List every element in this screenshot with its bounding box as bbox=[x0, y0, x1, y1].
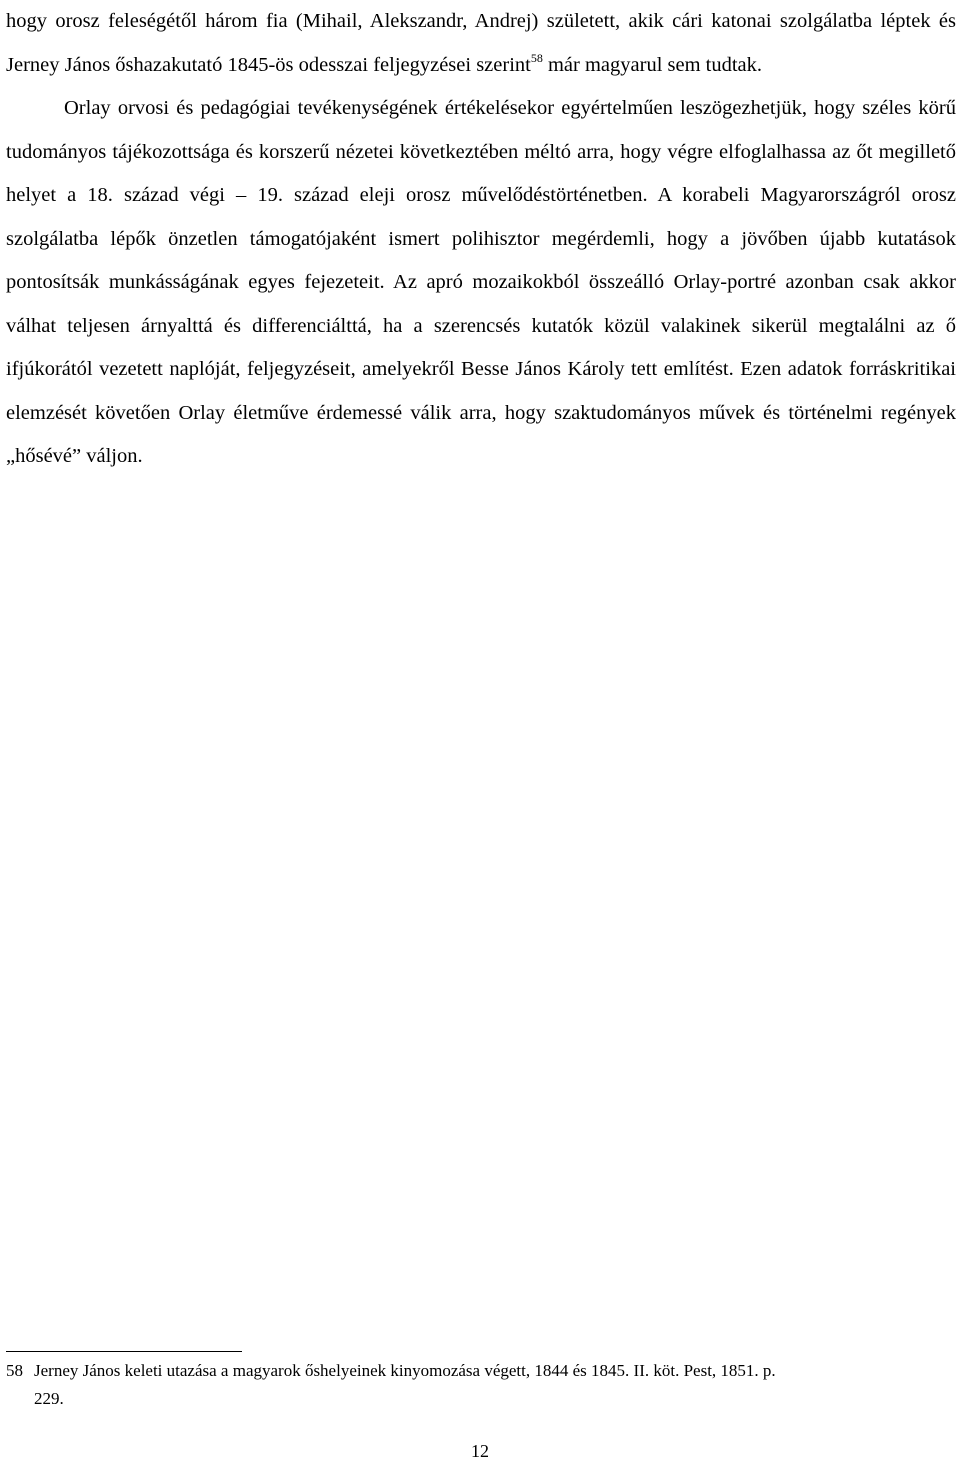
paragraph-1-text: hogy orosz feleségétől három fia (Mihail, Alekszandr, Andrej) született, akik cári katonai szolgálatba léptek és Jerney János őshazakutató 1845-ös odesszai feljegyzései szerint bbox=[6, 10, 956, 76]
body-text bbox=[6, 0, 956, 479]
footnote bbox=[6, 1357, 956, 1413]
footnote-continuation: 229. bbox=[34, 1389, 64, 1408]
paragraph-conclusion: Orlay orvosi és pedagógiai tevékenységének értékelésekor egyértelműen leszögezhetjük, hogy széles körű tudományos tájékozottsága és korszerű nézetei következtében méltó arra, hogy végre elfoglalhassa az őt megillető helyet a 18. század végi – 19. század eleji orosz művelődéstörténetben. A korabeli Magyarországról orosz szolgálatba lépők önzetlen támogatójaként ismert polihisztor megérdemli, hogy a jövőben újabb kutatások pontosítsák munkásságának egyes fejezeteit. Az apró mozaikokból összeálló Orlay-portré azonban csak akkor válhat teljesen árnyalttá és differenciálttá, ha a szerencsés kutatók közül valakinek sikerül megtalálni az ő ifjúkorától vezetett naplóját, feljegyzéseit, amelyekről Besse János Károly tett említést. Ezen adatok forráskritikai elemzését követően Orlay életműve érdemessé válik arra, hogy szaktudományos művek és történelmi regények „hősévé” váljon. bbox=[6, 97, 956, 467]
paragraph-continuation bbox=[6, 0, 956, 87]
footnote-text: Jerney János keleti utazása a magyarok őshelyeinek kinyomozása végett, 1844 és 1845. II. köt. Pest, 1851. p. bbox=[34, 1361, 776, 1380]
page-number: 12 bbox=[471, 1441, 489, 1461]
footnote-number: 58 bbox=[6, 1361, 23, 1380]
footnote-reference: 58 bbox=[530, 50, 543, 65]
paragraph-1-text-after: már magyarul sem tudtak. bbox=[547, 53, 763, 76]
footnote-separator bbox=[6, 1351, 242, 1352]
